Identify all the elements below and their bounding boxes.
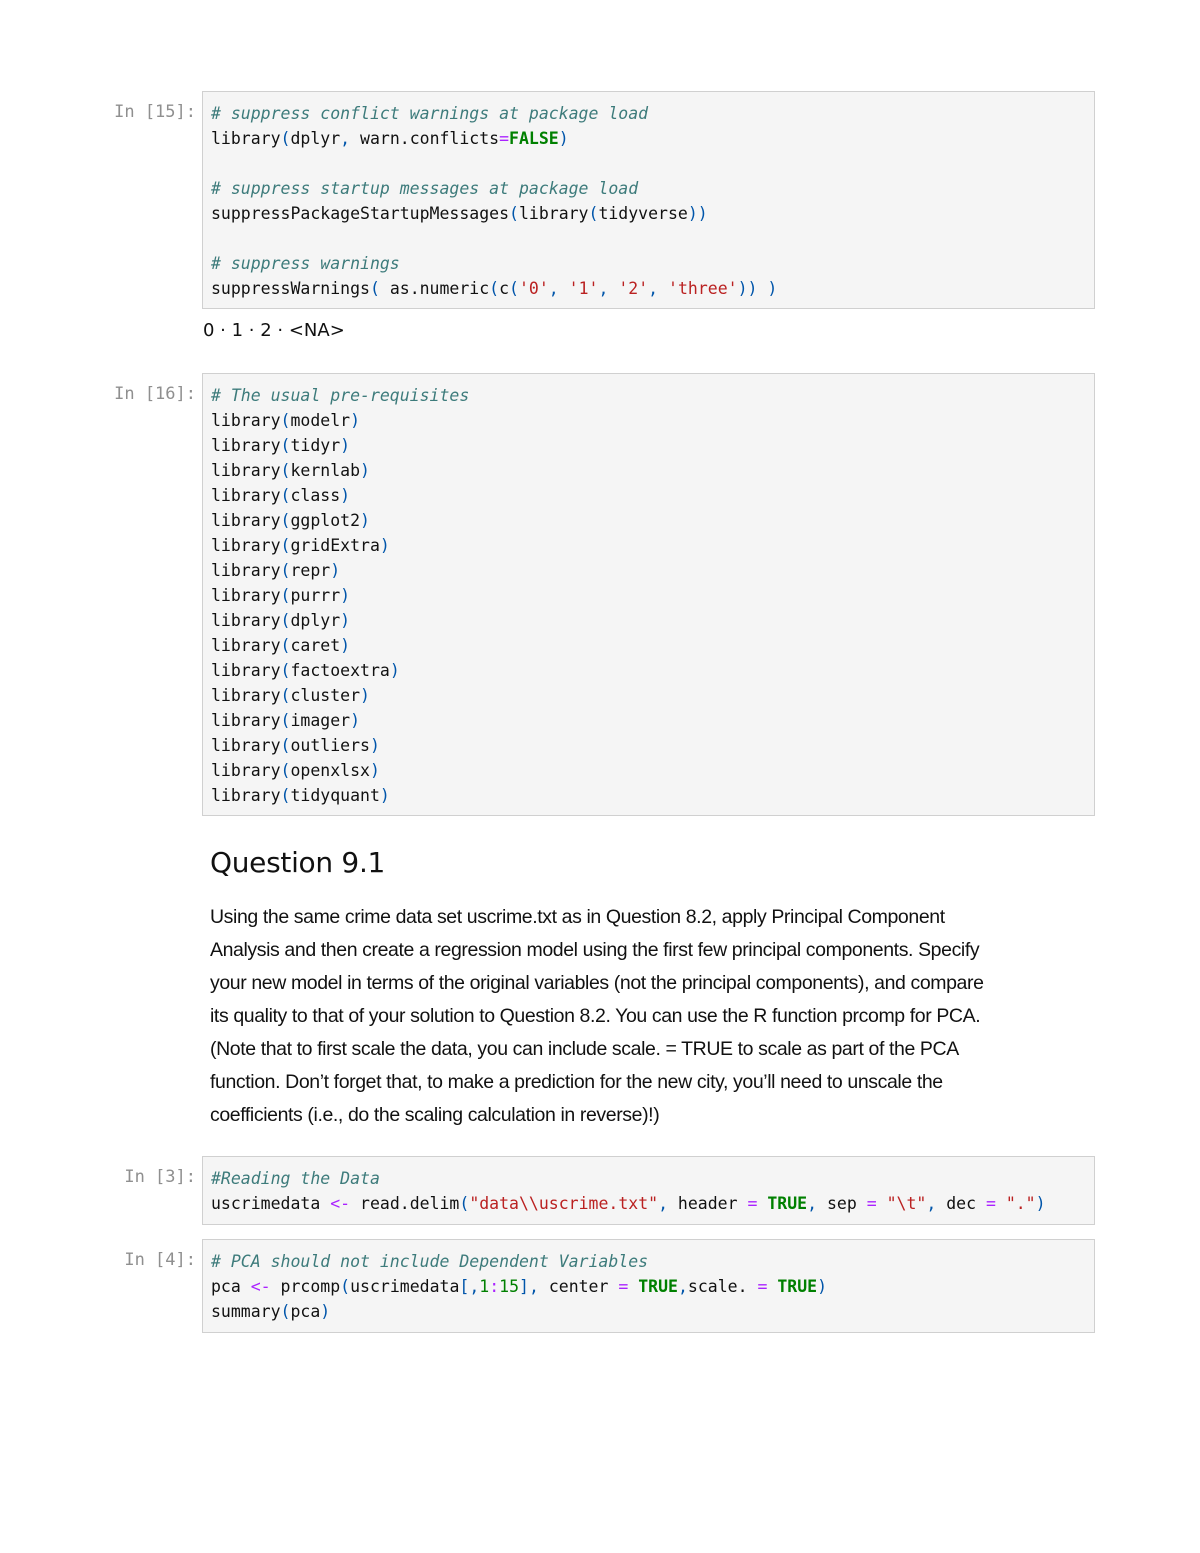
code-token: = <box>757 1277 768 1296</box>
code-line <box>211 411 360 430</box>
code-token: outliers <box>290 736 370 755</box>
code-token: ( <box>280 686 291 705</box>
code-line <box>211 661 400 680</box>
code-token: warn.conflicts <box>350 129 500 148</box>
code-token: # suppress conflict warnings at package load <box>211 104 649 123</box>
code-token: pca <box>290 1302 321 1321</box>
code-token: "\t" <box>886 1194 927 1213</box>
code-token: ( <box>280 411 291 430</box>
code-token: <- <box>330 1194 351 1213</box>
code-line <box>211 711 360 730</box>
code-token: ) <box>340 436 351 455</box>
code-token: ( <box>280 636 291 655</box>
code-token: ( <box>280 711 291 730</box>
code-token: ) <box>369 736 380 755</box>
code-line <box>211 254 400 273</box>
code-token: TRUE <box>628 1277 678 1296</box>
code-input[interactable] <box>202 1156 1095 1225</box>
code-token: library <box>211 511 281 530</box>
code-token: , <box>807 1194 818 1213</box>
code-line <box>211 1277 827 1296</box>
code-input[interactable] <box>202 91 1095 309</box>
code-token: ( <box>280 536 291 555</box>
code-token: ( <box>588 204 599 223</box>
code-token: ) <box>379 536 390 555</box>
paragraph-line: coefficients (i.e., do the scaling calculation in reverse)!) <box>210 1104 660 1126</box>
code-line <box>211 1302 330 1321</box>
code-token: ) <box>330 561 341 580</box>
code-token: ) <box>360 686 370 705</box>
code-line <box>211 179 638 198</box>
code-token: class <box>290 486 341 505</box>
code-token: ( <box>489 279 500 298</box>
code-token: library <box>211 436 281 455</box>
code-token: tidyquant <box>290 786 380 805</box>
code-token: ) <box>360 511 370 530</box>
code-token <box>877 1194 887 1213</box>
code-token: library <box>211 486 281 505</box>
code-token: "." <box>1005 1194 1036 1213</box>
code-token: ( <box>459 1194 470 1213</box>
code-token: ( <box>340 1277 351 1296</box>
code-token: gridExtra <box>290 536 380 555</box>
code-line <box>211 586 350 605</box>
code-token: ( <box>280 761 291 780</box>
code-token: ( <box>280 461 291 480</box>
code-token: # The usual pre-requisites <box>211 386 470 405</box>
code-token: ( <box>509 279 519 298</box>
code-token: ( <box>509 204 519 223</box>
code-token: ( <box>280 586 291 605</box>
code-token: TRUE <box>757 1194 808 1213</box>
code-text <box>211 1249 1086 1324</box>
code-token: library <box>211 736 281 755</box>
markdown-cell <box>210 846 1090 1132</box>
code-token: library <box>211 561 281 580</box>
code-token: ) <box>350 411 361 430</box>
code-token: #Reading the Data <box>211 1169 380 1188</box>
code-token: library <box>211 786 281 805</box>
code-input[interactable] <box>202 1239 1095 1333</box>
code-token: = <box>866 1194 877 1213</box>
code-line <box>211 104 648 123</box>
code-token: ) <box>379 786 390 805</box>
code-token: ) <box>558 129 569 148</box>
code-token: [, <box>459 1277 480 1296</box>
code-line <box>211 386 469 405</box>
code-token: ) <box>320 1302 331 1321</box>
code-token: '0' <box>518 279 549 298</box>
cell-prompt: In [16]: <box>114 384 196 404</box>
code-token: ( <box>280 511 291 530</box>
code-token: , <box>677 1277 688 1296</box>
code-token: , <box>598 279 619 298</box>
code-line <box>211 536 390 555</box>
code-token: ( <box>280 436 291 455</box>
code-token: ( <box>280 611 291 630</box>
code-line <box>211 1169 380 1188</box>
code-token: ( <box>280 486 291 505</box>
code-token: read.delim <box>350 1194 460 1213</box>
code-token: tidyverse <box>598 204 688 223</box>
code-token: library <box>211 461 281 480</box>
cell-prompt: In [15]: <box>114 102 196 122</box>
code-token: ) <box>340 486 351 505</box>
code-token: summary <box>211 1302 281 1321</box>
code-text <box>211 101 1086 301</box>
paragraph-line: (Note that to first scale the data, you can include scale. = TRUE to scale as part of the PCA <box>210 1038 959 1060</box>
code-token: '1' <box>568 279 599 298</box>
code-token: library <box>211 661 281 680</box>
code-token: library <box>211 761 281 780</box>
code-line <box>211 511 370 530</box>
code-token: ( <box>280 561 291 580</box>
code-line <box>211 786 390 805</box>
code-token: : <box>489 1277 500 1296</box>
code-token: # suppress startup messages at package load <box>211 179 639 198</box>
code-token: )) ) <box>737 279 778 298</box>
code-token: imager <box>290 711 351 730</box>
code-token: caret <box>290 636 341 655</box>
code-token: suppressPackageStartupMessages <box>211 204 510 223</box>
code-line <box>211 736 380 755</box>
code-line <box>211 436 350 455</box>
code-token: )) <box>687 204 708 223</box>
code-token: dplyr <box>290 611 341 630</box>
code-token: TRUE <box>767 1277 818 1296</box>
code-token: uscrimedata <box>350 1277 460 1296</box>
code-line <box>211 279 777 298</box>
code-line <box>211 204 708 223</box>
code-token: '2' <box>618 279 649 298</box>
code-token: , <box>658 1194 668 1213</box>
code-token: library <box>211 636 281 655</box>
code-token: openxlsx <box>290 761 370 780</box>
paragraph-line: function. Don’t forget that, to make a prediction for the new city, you’ll need to unscale the <box>210 1071 943 1093</box>
code-line <box>211 636 350 655</box>
code-token: cluster <box>290 686 361 705</box>
code-token: , <box>340 129 351 148</box>
code-token: ( <box>280 786 291 805</box>
code-text <box>211 1166 1086 1216</box>
code-token: , <box>548 279 569 298</box>
code-token: c <box>499 279 510 298</box>
code-token: ) <box>369 761 380 780</box>
code-line <box>211 761 380 780</box>
code-token: header <box>668 1194 748 1213</box>
paragraph-line: your new model in terms of the original variables (not the principal components), and compare <box>210 972 984 994</box>
code-line <box>211 129 569 148</box>
code-token: ( <box>369 279 380 298</box>
code-token: , <box>648 279 669 298</box>
code-token: library <box>211 411 281 430</box>
code-line <box>211 1252 648 1271</box>
code-token: ) <box>1035 1194 1046 1213</box>
code-token: 'three' <box>668 279 738 298</box>
code-token: ( <box>280 1302 291 1321</box>
code-token: purrr <box>290 586 341 605</box>
code-line <box>211 461 370 480</box>
code-line <box>211 486 350 505</box>
cell-prompt: In [4]: <box>124 1250 196 1270</box>
code-token: library <box>211 536 281 555</box>
code-input[interactable] <box>202 373 1095 816</box>
code-token: scale. <box>687 1277 758 1296</box>
code-line <box>211 686 370 705</box>
code-token: repr <box>290 561 331 580</box>
code-token: sep <box>817 1194 867 1213</box>
code-token: library <box>211 611 281 630</box>
code-token: ) <box>389 661 400 680</box>
code-line <box>211 1194 1046 1213</box>
code-token: center <box>538 1277 619 1296</box>
code-token: library <box>211 586 281 605</box>
paragraph-line: Analysis and then create a regression model using the first few principal components. Specify <box>210 939 980 961</box>
code-token: library <box>518 204 589 223</box>
code-token: ggplot2 <box>290 511 361 530</box>
code-token: , <box>926 1194 937 1213</box>
code-token: library <box>211 129 281 148</box>
code-token: = <box>618 1277 629 1296</box>
code-token: ) <box>340 611 351 630</box>
code-token: ) <box>340 586 351 605</box>
paragraph-line: its quality to that of your solution to Question 8.2. You can use the R function prcomp for PCA. <box>210 1005 981 1027</box>
code-token: suppressWarnings <box>211 279 370 298</box>
code-token: ( <box>280 736 291 755</box>
code-token: 1 <box>479 1277 490 1296</box>
code-text <box>211 383 1086 808</box>
code-token: ) <box>340 636 351 655</box>
code-token: 15 <box>499 1277 520 1296</box>
cell-output: 0 · 1 · 2 · <NA> <box>203 320 345 341</box>
code-token: "data\\uscrime.txt" <box>469 1194 659 1213</box>
cell-prompt: In [3]: <box>124 1167 196 1187</box>
code-token: tidyr <box>290 436 341 455</box>
paragraph-line: Using the same crime data set uscrime.txt as in Question 8.2, apply Principal Component <box>210 906 945 928</box>
code-token: ( <box>280 129 291 148</box>
code-line <box>211 561 340 580</box>
code-token: library <box>211 686 281 705</box>
code-token: = <box>499 129 510 148</box>
code-token: factoextra <box>290 661 390 680</box>
code-token: = <box>747 1194 758 1213</box>
code-token: uscrimedata <box>211 1194 331 1213</box>
code-token: dplyr <box>290 129 341 148</box>
code-token: kernlab <box>290 461 361 480</box>
code-token: # PCA should not include Dependent Variables <box>211 1252 649 1271</box>
code-token: # suppress warnings <box>211 254 400 273</box>
code-token: as.numeric <box>379 279 490 298</box>
code-token: ) <box>360 461 370 480</box>
code-token: ) <box>350 711 361 730</box>
code-token <box>996 1194 1006 1213</box>
code-token: FALSE <box>509 129 559 148</box>
code-line <box>211 611 350 630</box>
question-heading: Question 9.1 <box>210 846 386 879</box>
code-token: dec <box>936 1194 986 1213</box>
code-token: pca <box>211 1277 251 1296</box>
code-token: ], <box>519 1277 539 1296</box>
code-token: = <box>985 1194 996 1213</box>
code-token: modelr <box>290 411 351 430</box>
code-token: prcomp <box>270 1277 341 1296</box>
code-token: ) <box>817 1277 828 1296</box>
code-token: library <box>211 711 281 730</box>
question-paragraph <box>210 901 1090 1132</box>
code-token: ( <box>280 661 291 680</box>
code-token: <- <box>250 1277 271 1296</box>
